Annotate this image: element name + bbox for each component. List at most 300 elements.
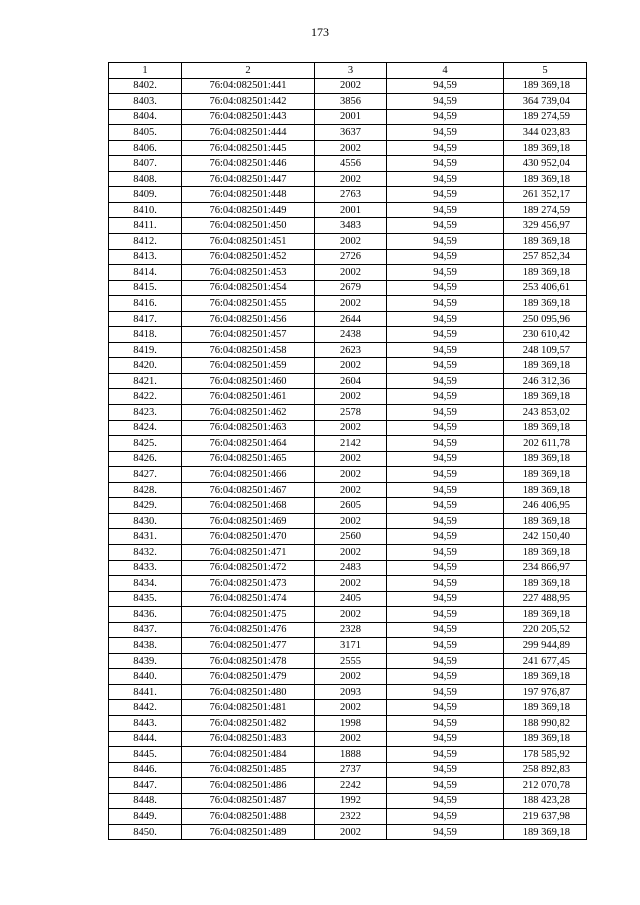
cadastral-number-cell: 76:04:082501:489 bbox=[182, 824, 315, 840]
rate-cell: 94,59 bbox=[387, 342, 504, 358]
amount-cell: 241 677,45 bbox=[504, 653, 587, 669]
amount-cell: 189 369,18 bbox=[504, 171, 587, 187]
area-cell: 2002 bbox=[315, 700, 387, 716]
area-cell: 2578 bbox=[315, 405, 387, 421]
rate-cell: 94,59 bbox=[387, 607, 504, 623]
rate-cell: 94,59 bbox=[387, 156, 504, 172]
cadastral-number-cell: 76:04:082501:443 bbox=[182, 109, 315, 125]
cadastral-number-cell: 76:04:082501:468 bbox=[182, 498, 315, 514]
rate-cell: 94,59 bbox=[387, 265, 504, 281]
area-cell: 2002 bbox=[315, 140, 387, 156]
row-number-cell: 8406. bbox=[109, 140, 182, 156]
rate-cell: 94,59 bbox=[387, 78, 504, 94]
row-number-cell: 8431. bbox=[109, 529, 182, 545]
amount-cell: 189 274,59 bbox=[504, 202, 587, 218]
rate-cell: 94,59 bbox=[387, 653, 504, 669]
cadastral-number-cell: 76:04:082501:475 bbox=[182, 607, 315, 623]
amount-cell: 220 205,52 bbox=[504, 622, 587, 638]
amount-cell: 212 070,78 bbox=[504, 778, 587, 794]
cadastral-number-cell: 76:04:082501:451 bbox=[182, 234, 315, 250]
amount-cell: 202 611,78 bbox=[504, 436, 587, 452]
rate-cell: 94,59 bbox=[387, 311, 504, 327]
table-row bbox=[109, 451, 587, 467]
amount-cell: 364 739,04 bbox=[504, 94, 587, 110]
cadastral-number-cell: 76:04:082501:461 bbox=[182, 389, 315, 405]
rate-cell: 94,59 bbox=[387, 498, 504, 514]
table-row bbox=[109, 700, 587, 716]
table-row bbox=[109, 296, 587, 312]
rate-cell: 94,59 bbox=[387, 669, 504, 685]
table-row bbox=[109, 125, 587, 141]
area-cell: 2002 bbox=[315, 171, 387, 187]
row-number-cell: 8412. bbox=[109, 234, 182, 250]
area-cell: 3171 bbox=[315, 638, 387, 654]
cadastral-number-cell: 76:04:082501:487 bbox=[182, 793, 315, 809]
table-row bbox=[109, 638, 587, 654]
area-cell: 2002 bbox=[315, 78, 387, 94]
amount-cell: 189 369,18 bbox=[504, 296, 587, 312]
amount-cell: 227 488,95 bbox=[504, 591, 587, 607]
amount-cell: 189 369,18 bbox=[504, 389, 587, 405]
column-header: 4 bbox=[387, 63, 504, 79]
area-cell: 2002 bbox=[315, 824, 387, 840]
cadastral-number-cell: 76:04:082501:455 bbox=[182, 296, 315, 312]
rate-cell: 94,59 bbox=[387, 389, 504, 405]
row-number-cell: 8417. bbox=[109, 311, 182, 327]
table-row bbox=[109, 389, 587, 405]
row-number-cell: 8405. bbox=[109, 125, 182, 141]
table-row bbox=[109, 467, 587, 483]
row-number-cell: 8445. bbox=[109, 747, 182, 763]
row-number-cell: 8422. bbox=[109, 389, 182, 405]
cadastral-number-cell: 76:04:082501:452 bbox=[182, 249, 315, 265]
amount-cell: 258 892,83 bbox=[504, 762, 587, 778]
cadastral-number-cell: 76:04:082501:473 bbox=[182, 576, 315, 592]
cadastral-number-cell: 76:04:082501:459 bbox=[182, 358, 315, 374]
row-number-cell: 8450. bbox=[109, 824, 182, 840]
cadastral-number-cell: 76:04:082501:463 bbox=[182, 420, 315, 436]
cadastral-number-cell: 76:04:082501:476 bbox=[182, 622, 315, 638]
area-cell: 2483 bbox=[315, 560, 387, 576]
rate-cell: 94,59 bbox=[387, 218, 504, 234]
row-number-cell: 8440. bbox=[109, 669, 182, 685]
rate-cell: 94,59 bbox=[387, 280, 504, 296]
row-number-cell: 8438. bbox=[109, 638, 182, 654]
amount-cell: 344 023,83 bbox=[504, 125, 587, 141]
amount-cell: 189 369,18 bbox=[504, 265, 587, 281]
row-number-cell: 8416. bbox=[109, 296, 182, 312]
row-number-cell: 8409. bbox=[109, 187, 182, 203]
cadastral-number-cell: 76:04:082501:488 bbox=[182, 809, 315, 825]
table-row bbox=[109, 793, 587, 809]
table-row bbox=[109, 778, 587, 794]
amount-cell: 189 369,18 bbox=[504, 420, 587, 436]
rate-cell: 94,59 bbox=[387, 560, 504, 576]
area-cell: 2328 bbox=[315, 622, 387, 638]
rate-cell: 94,59 bbox=[387, 125, 504, 141]
row-number-cell: 8442. bbox=[109, 700, 182, 716]
amount-cell: 189 369,18 bbox=[504, 669, 587, 685]
rate-cell: 94,59 bbox=[387, 731, 504, 747]
area-cell: 2644 bbox=[315, 311, 387, 327]
area-cell: 2438 bbox=[315, 327, 387, 343]
rate-cell: 94,59 bbox=[387, 234, 504, 250]
row-number-cell: 8433. bbox=[109, 560, 182, 576]
rate-cell: 94,59 bbox=[387, 762, 504, 778]
table-row bbox=[109, 171, 587, 187]
table-row bbox=[109, 202, 587, 218]
amount-cell: 243 853,02 bbox=[504, 405, 587, 421]
row-number-cell: 8410. bbox=[109, 202, 182, 218]
cadastral-number-cell: 76:04:082501:446 bbox=[182, 156, 315, 172]
rate-cell: 94,59 bbox=[387, 436, 504, 452]
table-row bbox=[109, 280, 587, 296]
table-row bbox=[109, 653, 587, 669]
rate-cell: 94,59 bbox=[387, 296, 504, 312]
row-number-cell: 8407. bbox=[109, 156, 182, 172]
cadastral-number-cell: 76:04:082501:454 bbox=[182, 280, 315, 296]
cadastral-number-cell: 76:04:082501:483 bbox=[182, 731, 315, 747]
cadastral-number-cell: 76:04:082501:447 bbox=[182, 171, 315, 187]
amount-cell: 248 109,57 bbox=[504, 342, 587, 358]
table-row bbox=[109, 234, 587, 250]
cadastral-number-cell: 76:04:082501:442 bbox=[182, 94, 315, 110]
table-row bbox=[109, 140, 587, 156]
column-header: 1 bbox=[109, 63, 182, 79]
rate-cell: 94,59 bbox=[387, 373, 504, 389]
amount-cell: 189 369,18 bbox=[504, 451, 587, 467]
area-cell: 2623 bbox=[315, 342, 387, 358]
cadastral-number-cell: 76:04:082501:470 bbox=[182, 529, 315, 545]
cadastral-number-cell: 76:04:082501:445 bbox=[182, 140, 315, 156]
rate-cell: 94,59 bbox=[387, 576, 504, 592]
row-number-cell: 8423. bbox=[109, 405, 182, 421]
area-cell: 1992 bbox=[315, 793, 387, 809]
table-row bbox=[109, 715, 587, 731]
area-cell: 2002 bbox=[315, 358, 387, 374]
area-cell: 2242 bbox=[315, 778, 387, 794]
amount-cell: 189 369,18 bbox=[504, 513, 587, 529]
amount-cell: 299 944,89 bbox=[504, 638, 587, 654]
area-cell: 2002 bbox=[315, 451, 387, 467]
rate-cell: 94,59 bbox=[387, 513, 504, 529]
page-number: 173 bbox=[311, 25, 329, 39]
row-number-cell: 8425. bbox=[109, 436, 182, 452]
cadastral-number-cell: 76:04:082501:458 bbox=[182, 342, 315, 358]
amount-cell: 329 456,97 bbox=[504, 218, 587, 234]
row-number-cell: 8413. bbox=[109, 249, 182, 265]
row-number-cell: 8432. bbox=[109, 544, 182, 560]
row-number-cell: 8426. bbox=[109, 451, 182, 467]
table-row bbox=[109, 342, 587, 358]
amount-cell: 189 369,18 bbox=[504, 234, 587, 250]
cadastral-number-cell: 76:04:082501:482 bbox=[182, 715, 315, 731]
table-row bbox=[109, 731, 587, 747]
amount-cell: 188 423,28 bbox=[504, 793, 587, 809]
cadastral-number-cell: 76:04:082501:449 bbox=[182, 202, 315, 218]
rate-cell: 94,59 bbox=[387, 715, 504, 731]
rate-cell: 94,59 bbox=[387, 544, 504, 560]
table-row bbox=[109, 420, 587, 436]
row-number-cell: 8415. bbox=[109, 280, 182, 296]
amount-cell: 189 369,18 bbox=[504, 482, 587, 498]
cadastral-number-cell: 76:04:082501:485 bbox=[182, 762, 315, 778]
amount-cell: 189 369,18 bbox=[504, 576, 587, 592]
table-row bbox=[109, 747, 587, 763]
table-row bbox=[109, 78, 587, 94]
area-cell: 2002 bbox=[315, 607, 387, 623]
table-row bbox=[109, 373, 587, 389]
table-row bbox=[109, 762, 587, 778]
rate-cell: 94,59 bbox=[387, 171, 504, 187]
rate-cell: 94,59 bbox=[387, 793, 504, 809]
rate-cell: 94,59 bbox=[387, 467, 504, 483]
cadastral-number-cell: 76:04:082501:444 bbox=[182, 125, 315, 141]
area-cell: 2002 bbox=[315, 265, 387, 281]
area-cell: 2605 bbox=[315, 498, 387, 514]
amount-cell: 257 852,34 bbox=[504, 249, 587, 265]
table-header-row bbox=[109, 63, 587, 79]
area-cell: 2093 bbox=[315, 684, 387, 700]
cadastral-number-cell: 76:04:082501:441 bbox=[182, 78, 315, 94]
table-body bbox=[109, 78, 587, 840]
table-row bbox=[109, 249, 587, 265]
rate-cell: 94,59 bbox=[387, 405, 504, 421]
row-number-cell: 8439. bbox=[109, 653, 182, 669]
area-cell: 2737 bbox=[315, 762, 387, 778]
cadastral-number-cell: 76:04:082501:480 bbox=[182, 684, 315, 700]
cadastral-number-cell: 76:04:082501:477 bbox=[182, 638, 315, 654]
area-cell: 2679 bbox=[315, 280, 387, 296]
table-row bbox=[109, 513, 587, 529]
rate-cell: 94,59 bbox=[387, 187, 504, 203]
rate-cell: 94,59 bbox=[387, 809, 504, 825]
row-number-cell: 8424. bbox=[109, 420, 182, 436]
rate-cell: 94,59 bbox=[387, 109, 504, 125]
row-number-cell: 8444. bbox=[109, 731, 182, 747]
table-row bbox=[109, 544, 587, 560]
area-cell: 2002 bbox=[315, 467, 387, 483]
table-row bbox=[109, 94, 587, 110]
table-row bbox=[109, 482, 587, 498]
row-number-cell: 8448. bbox=[109, 793, 182, 809]
table-row bbox=[109, 156, 587, 172]
column-header: 3 bbox=[315, 63, 387, 79]
table-row bbox=[109, 824, 587, 840]
table-row bbox=[109, 498, 587, 514]
table-row bbox=[109, 265, 587, 281]
row-number-cell: 8435. bbox=[109, 591, 182, 607]
table-row bbox=[109, 327, 587, 343]
rate-cell: 94,59 bbox=[387, 482, 504, 498]
area-cell: 2002 bbox=[315, 296, 387, 312]
cadastral-number-cell: 76:04:082501:481 bbox=[182, 700, 315, 716]
table-row bbox=[109, 669, 587, 685]
area-cell: 4556 bbox=[315, 156, 387, 172]
area-cell: 2560 bbox=[315, 529, 387, 545]
area-cell: 2002 bbox=[315, 389, 387, 405]
amount-cell: 189 369,18 bbox=[504, 700, 587, 716]
area-cell: 2001 bbox=[315, 202, 387, 218]
row-number-cell: 8428. bbox=[109, 482, 182, 498]
rate-cell: 94,59 bbox=[387, 700, 504, 716]
cadastral-number-cell: 76:04:082501:460 bbox=[182, 373, 315, 389]
row-number-cell: 8414. bbox=[109, 265, 182, 281]
area-cell: 2555 bbox=[315, 653, 387, 669]
area-cell: 2405 bbox=[315, 591, 387, 607]
row-number-cell: 8427. bbox=[109, 467, 182, 483]
table-row bbox=[109, 109, 587, 125]
row-number-cell: 8449. bbox=[109, 809, 182, 825]
amount-cell: 219 637,98 bbox=[504, 809, 587, 825]
rate-cell: 94,59 bbox=[387, 420, 504, 436]
rate-cell: 94,59 bbox=[387, 747, 504, 763]
amount-cell: 242 150,40 bbox=[504, 529, 587, 545]
rate-cell: 94,59 bbox=[387, 140, 504, 156]
amount-cell: 230 610,42 bbox=[504, 327, 587, 343]
table-row bbox=[109, 607, 587, 623]
cadastral-number-cell: 76:04:082501:448 bbox=[182, 187, 315, 203]
cadastral-number-cell: 76:04:082501:462 bbox=[182, 405, 315, 421]
amount-cell: 189 369,18 bbox=[504, 824, 587, 840]
area-cell: 2002 bbox=[315, 544, 387, 560]
table-row bbox=[109, 560, 587, 576]
rate-cell: 94,59 bbox=[387, 451, 504, 467]
area-cell: 2763 bbox=[315, 187, 387, 203]
table-row bbox=[109, 809, 587, 825]
rate-cell: 94,59 bbox=[387, 684, 504, 700]
rate-cell: 94,59 bbox=[387, 622, 504, 638]
rate-cell: 94,59 bbox=[387, 638, 504, 654]
area-cell: 2002 bbox=[315, 513, 387, 529]
rate-cell: 94,59 bbox=[387, 94, 504, 110]
table-row bbox=[109, 405, 587, 421]
table-row bbox=[109, 591, 587, 607]
cadastral-number-cell: 76:04:082501:450 bbox=[182, 218, 315, 234]
row-number-cell: 8402. bbox=[109, 78, 182, 94]
amount-cell: 189 369,18 bbox=[504, 544, 587, 560]
cadastral-number-cell: 76:04:082501:467 bbox=[182, 482, 315, 498]
cadastral-number-cell: 76:04:082501:472 bbox=[182, 560, 315, 576]
area-cell: 2604 bbox=[315, 373, 387, 389]
table-row bbox=[109, 576, 587, 592]
row-number-cell: 8403. bbox=[109, 94, 182, 110]
row-number-cell: 8446. bbox=[109, 762, 182, 778]
cadastral-number-cell: 76:04:082501:453 bbox=[182, 265, 315, 281]
row-number-cell: 8421. bbox=[109, 373, 182, 389]
area-cell: 2002 bbox=[315, 234, 387, 250]
amount-cell: 189 369,18 bbox=[504, 731, 587, 747]
area-cell: 2142 bbox=[315, 436, 387, 452]
row-number-cell: 8411. bbox=[109, 218, 182, 234]
area-cell: 3856 bbox=[315, 94, 387, 110]
rate-cell: 94,59 bbox=[387, 529, 504, 545]
area-cell: 2001 bbox=[315, 109, 387, 125]
amount-cell: 189 369,18 bbox=[504, 358, 587, 374]
area-cell: 2002 bbox=[315, 731, 387, 747]
row-number-cell: 8420. bbox=[109, 358, 182, 374]
area-cell: 2002 bbox=[315, 420, 387, 436]
row-number-cell: 8418. bbox=[109, 327, 182, 343]
row-number-cell: 8437. bbox=[109, 622, 182, 638]
area-cell: 2726 bbox=[315, 249, 387, 265]
table-row bbox=[109, 311, 587, 327]
table-row bbox=[109, 529, 587, 545]
row-number-cell: 8443. bbox=[109, 715, 182, 731]
area-cell: 2002 bbox=[315, 576, 387, 592]
amount-cell: 189 369,18 bbox=[504, 607, 587, 623]
column-header: 5 bbox=[504, 63, 587, 79]
cadastral-number-cell: 76:04:082501:466 bbox=[182, 467, 315, 483]
rate-cell: 94,59 bbox=[387, 591, 504, 607]
amount-cell: 189 369,18 bbox=[504, 467, 587, 483]
row-number-cell: 8429. bbox=[109, 498, 182, 514]
cadastral-number-cell: 76:04:082501:484 bbox=[182, 747, 315, 763]
cadastral-number-cell: 76:04:082501:469 bbox=[182, 513, 315, 529]
row-number-cell: 8419. bbox=[109, 342, 182, 358]
row-number-cell: 8441. bbox=[109, 684, 182, 700]
amount-cell: 261 352,17 bbox=[504, 187, 587, 203]
amount-cell: 246 406,95 bbox=[504, 498, 587, 514]
area-cell: 1998 bbox=[315, 715, 387, 731]
cadastral-number-cell: 76:04:082501:464 bbox=[182, 436, 315, 452]
area-cell: 1888 bbox=[315, 747, 387, 763]
rate-cell: 94,59 bbox=[387, 358, 504, 374]
amount-cell: 189 274,59 bbox=[504, 109, 587, 125]
row-number-cell: 8430. bbox=[109, 513, 182, 529]
rate-cell: 94,59 bbox=[387, 778, 504, 794]
table-row bbox=[109, 358, 587, 374]
amount-cell: 253 406,61 bbox=[504, 280, 587, 296]
rate-cell: 94,59 bbox=[387, 824, 504, 840]
cadastral-number-cell: 76:04:082501:478 bbox=[182, 653, 315, 669]
amount-cell: 430 952,04 bbox=[504, 156, 587, 172]
cadastral-number-cell: 76:04:082501:479 bbox=[182, 669, 315, 685]
area-cell: 3483 bbox=[315, 218, 387, 234]
cadastral-number-cell: 76:04:082501:474 bbox=[182, 591, 315, 607]
amount-cell: 234 866,97 bbox=[504, 560, 587, 576]
cadastral-number-cell: 76:04:082501:486 bbox=[182, 778, 315, 794]
cadastral-number-cell: 76:04:082501:457 bbox=[182, 327, 315, 343]
table-row bbox=[109, 218, 587, 234]
amount-cell: 197 976,87 bbox=[504, 684, 587, 700]
amount-cell: 188 990,82 bbox=[504, 715, 587, 731]
rate-cell: 94,59 bbox=[387, 202, 504, 218]
table-row bbox=[109, 622, 587, 638]
row-number-cell: 8408. bbox=[109, 171, 182, 187]
area-cell: 2002 bbox=[315, 669, 387, 685]
rate-cell: 94,59 bbox=[387, 249, 504, 265]
data-table bbox=[108, 62, 587, 840]
row-number-cell: 8436. bbox=[109, 607, 182, 623]
amount-cell: 189 369,18 bbox=[504, 140, 587, 156]
amount-cell: 250 095,96 bbox=[504, 311, 587, 327]
row-number-cell: 8404. bbox=[109, 109, 182, 125]
row-number-cell: 8434. bbox=[109, 576, 182, 592]
table-row bbox=[109, 436, 587, 452]
cadastral-number-cell: 76:04:082501:456 bbox=[182, 311, 315, 327]
column-header: 2 bbox=[182, 63, 315, 79]
area-cell: 3637 bbox=[315, 125, 387, 141]
row-number-cell: 8447. bbox=[109, 778, 182, 794]
table-row bbox=[109, 684, 587, 700]
amount-cell: 189 369,18 bbox=[504, 78, 587, 94]
table-row bbox=[109, 187, 587, 203]
cadastral-number-cell: 76:04:082501:471 bbox=[182, 544, 315, 560]
cadastral-number-cell: 76:04:082501:465 bbox=[182, 451, 315, 467]
amount-cell: 178 585,92 bbox=[504, 747, 587, 763]
amount-cell: 246 312,36 bbox=[504, 373, 587, 389]
